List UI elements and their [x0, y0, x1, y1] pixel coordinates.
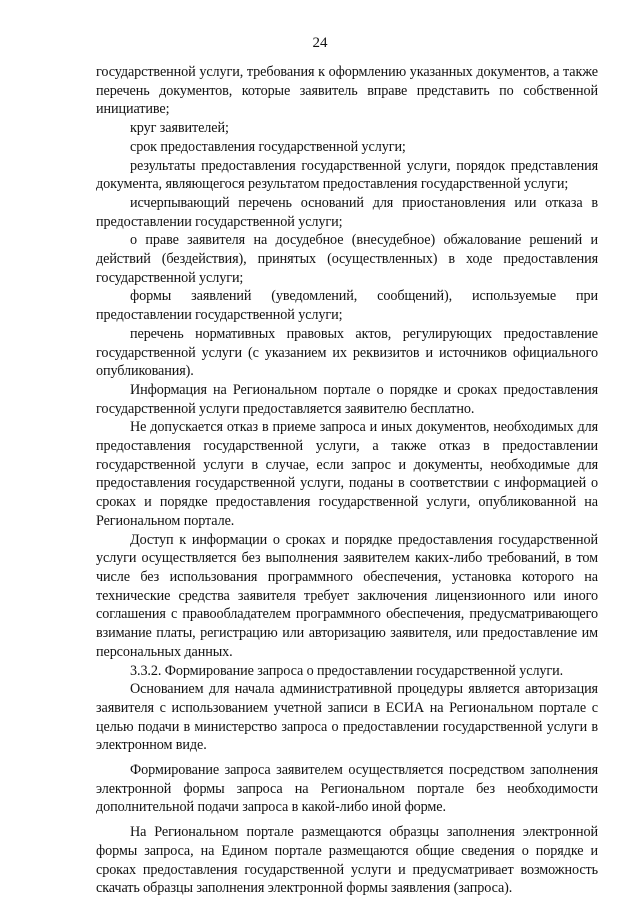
paragraph: Не допускается отказ в приеме запроса и иных документов, необходимых для предоставления государственной услуги, а также отказ в предоставлении государственной услуги в случае, если запрос и документы, необходимые для предоставления государственной услуги, поданы в соответствии с информацией о сроках и порядке предоставления государственной услуги, опубликованной на Региональном портале.	[96, 419, 598, 529]
paragraph: Формирование запроса заявителем осуществляется посредством заполнения электронной формы запроса на Региональном портале без необходимости дополнительной подачи запроса в какой-либо иной форме.	[96, 762, 598, 816]
list-item: результаты предоставления государственной услуги, порядок представления документа, являющегося результатом предоставления государственной услуги;	[96, 157, 598, 193]
paragraph: Доступ к информации о сроках и порядке предоставления государственной услуги осуществляется без выполнения заявителем каких-либо требований, в том числе без использования программного обеспечения, установка которого на технические средства заявителя требует заключения лицензионного или иного соглашения с правообладателем программного обеспечения, предусматривающего взимание платы, регистрацию или авторизацию заявителя, или предоставление им персональных данных.	[96, 531, 598, 660]
paragraph: Информация на Региональном портале о порядке и сроках предоставления государственной услуги предоставляется заявителю бесплатно.	[96, 381, 598, 417]
paragraph: Основанием для начала административной процедуры является авторизация заявителя с использованием учетной записи в ЕСИА на Региональном портале с целью подачи в министерство запроса о предоставлении государственной услуги в электронном виде.	[96, 681, 598, 754]
page-number: 24	[312, 35, 328, 51]
section-heading: 3.3.2. Формирование запроса о предоставлении государственной услуги.	[130, 662, 564, 679]
paragraph: На Региональном портале размещаются образцы заполнения электронной формы запроса, на Едином портале размещаются общие сведения о порядке и сроках предоставления государственной услуги и предусматривает возможность скачать образцы заполнения электронной формы заявления (запроса).	[96, 824, 598, 897]
list-item: срок предоставления государственной услуги;	[130, 138, 406, 155]
paragraph: государственной услуги, требования к оформлению указанных документов, а также перечень документов, которые заявитель вправе представить по собственной инициативе;	[96, 64, 598, 118]
list-item: формы заявлений (уведомлений, сообщений), используемые при предоставлении государственной услуги;	[96, 288, 598, 324]
document-body	[96, 63, 598, 898]
list-item: перечень нормативных правовых актов, регулирующих предоставление государственной услуги (с указанием их реквизитов и источников официального опубликования).	[96, 325, 598, 380]
list-item: исчерпывающий перечень оснований для приостановления или отказа в предоставлении государственной услуги;	[96, 194, 598, 230]
list-item: о праве заявителя на досудебное (внесудебное) обжалование решений и действий (бездействия), принятых (осуществленных) в ходе предоставления государственной услуги;	[96, 232, 598, 286]
list-item: круг заявителей;	[130, 120, 229, 137]
